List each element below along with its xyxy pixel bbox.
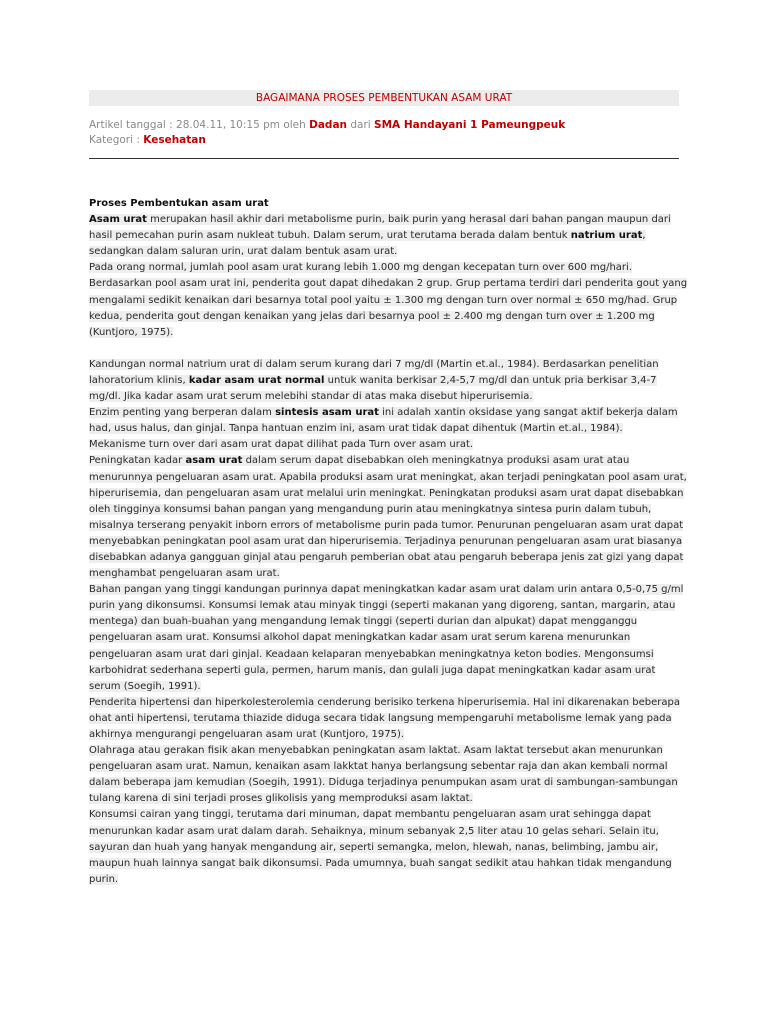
paragraph-gap	[89, 341, 689, 357]
paragraph-8-text: Bahan pangan yang tinggi kandungan purinnya dapat meningkatkan kadar asam urat dalam urin antara 0,5-0,75 g/ml purin yang dikonsumsi. Konsumsi lemak atau minyak tinggi (seperti makanan yang digoreng, santan, margarin, atau mentega) dan buah-buahan yang mengandung lemak tinggi (seperti durian dan alpukat) dapat mengganggu pengeluaran asam urat. Konsumsi alkohol dapat meningkatkan kadar asam urat serum karena menurunkan pengeluaran asam urat dari ginjal. Keadaan kelaparan menyebabkan meningkatnya keton bodies. Mengonsumsi karbohidrat sederhana seperti gula, permen, harum manis, dan gulali juga dapat meningkatkan kadar asam urat serum (Soegih, 1991).	[89, 584, 684, 692]
paragraph-6-text: Mekanisme turn over dari asam urat dapat dilihat pada Turn over asam urat.	[89, 439, 474, 451]
bold-natrium-urat: natrium urat	[570, 230, 643, 242]
paragraph-7-text-b: dalam serum dapat disebabkan oleh meningkatnya produksi asam urat atau menurunnya pengeluaran asam urat. Apabila produksi asam urat meningkat, akan terjadi peningkatan pool asam urat, hiperurisemia, dan pengeluaran asam urat melalui urin meningkat. Peningkatan produksi asam urat dapat disebabkan oleh tingginya konsumsi bahan pangan yang mengandung purin atau meningkatnya sintesa purin dalam tubuh, misalnya terserang penyakit inborn errors of metabolisme purin pada tumor. Penurunan pengeluaran asam urat dapat menyebabkan peningkatan pool asam urat dan hiperurisemia. Terjadinya penurunan pengeluaran asam urat biasanya disebabkan adanya gangguan ginjal atau pengaruh pemberian obat atau pengaruh beberapa jenis zat gizi yang dapat menghambat pengeluaran asam urat.	[89, 455, 687, 580]
paragraph-2-text: Pada orang normal, jumlah pool asam urat kurang lebih 1.000 mg dengan kecepatan turn over 600 mg/hari.	[89, 262, 632, 274]
paragraph-11-text: Konsumsi cairan yang tinggi, terutama dari minuman, dapat membantu pengeluaran asam urat sehingga dapat menurunkan kadar asam urat dalam darah. Sehaiknya, minum sebanyak 2,5 liter atau 10 gelas sehari. Selain itu, sayuran dan huah yang hanyak mengandung air, seperti semangka, melon, hlewah, nanas, belimbing, jambu air, maupun huah lainnya sangat baik dikonsumsi. Pada umumnya, buah sangat sedikit atau hahkan tidak mengandung purin.	[89, 809, 672, 885]
paragraph-1-text-b: , sedangkan dalam saluran urin, urat dalam bentuk asam urat.	[89, 230, 646, 258]
paragraph-5	[89, 405, 689, 437]
paragraph-1	[89, 212, 689, 260]
paragraph-4-text-b: untuk wanita berkisar 2,4-5,7 mg/dl dan untuk pria berkisar 3,4-7 mg/dl. Jika kadar asam urat serum melebihi standar di atas maka disebut hiperurisemia.	[89, 374, 657, 403]
school-link[interactable]: SMA Handayani 1 Pameungpeuk	[374, 119, 566, 131]
author-link[interactable]: Dadan	[309, 119, 348, 131]
meta-line-category	[89, 133, 689, 148]
paragraph-6	[89, 437, 689, 453]
category-link[interactable]: Kesehatan	[143, 134, 206, 146]
paragraph-3	[89, 276, 689, 340]
paragraph-7	[89, 453, 689, 582]
meta-from-word: dari	[347, 119, 375, 131]
paragraph-4-text-a: Kandungan normal natrium urat di dalam serum kurang dari 7 mg/dl (Martin et.al., 1984). Berdasarkan penelitian lahoratorium klinis,	[89, 358, 659, 386]
article-title-bar	[89, 90, 679, 106]
paragraph-7-text-a: Peningkatan kadar	[89, 455, 186, 467]
paragraph-8	[89, 582, 689, 695]
paragraph-11	[89, 807, 689, 887]
paragraph-4	[89, 357, 689, 405]
bold-asam-urat-2: asam urat	[185, 455, 243, 467]
paragraph-3-text: Berdasarkan pool asam urat ini, penderita gout dapat dihedakan 2 grup. Grup pertama terdiri dari penderita gout yang mengalami sedikit kenaikan dari besarnya total pool yaitu ± 1.300 mg dengan turn over normal ± 650 mg/had. Grup kedua, penderita gout dengan kenaikan yang jelas dari besarnya pool ± 2.400 mg dengan turn over ± 1.200 mg (Kuntjoro, 1975).	[89, 278, 688, 338]
article-meta	[89, 118, 689, 148]
meta-line-date	[89, 118, 689, 133]
paragraph-9	[89, 695, 689, 743]
paragraph-5-text-b: ini adalah xantin oksidase yang sangat aktif bekerja dalam had, usus halus, dan ginjal. Tanpa hantuan enzim ini, asam urat tidak dapat dihentuk (Martin et.al., 1984).	[89, 407, 678, 435]
paragraph-1-text-a: merupakan hasil akhir dari metabolisme purin, baik purin yang herasal dari bahan pangan maupun dari hasil pemecahan purin asam nukleat tubuh. Dalam serum, urat terutama berada dalam bentuk	[89, 214, 671, 242]
paragraph-10-text: Olahraga atau gerakan fisik akan menyebabkan peningkatan asam laktat. Asam laktat tersebut akan menurunkan pengeluaran asam urat. Namun, kenaikan asam lakktat hanya berlangsung sebentar raja dan akan kembali normal dalam beberapa jam kemudian (Soegih, 1991). Diduga terjadinya penumpukan asam urat di sambungan-sambungan tulang karena di sini terjadi proses glikolisis yang memproduksi asam laktat.	[89, 745, 678, 805]
bold-asam-urat: Asam urat	[89, 214, 147, 226]
meta-category-label: Kategori :	[89, 134, 144, 146]
paragraph-10	[89, 743, 689, 807]
header-divider	[89, 158, 679, 159]
section-title: Proses Pembentukan asam urat	[89, 198, 269, 209]
meta-date-text: Artikel tanggal : 28.04.11, 10:15 pm oleh	[89, 119, 310, 131]
paragraph-9-text: Penderita hipertensi dan hiperkolesterolemia cenderung berisiko terkena hiperurisemia. Hal ini dikarenakan beberapa ohat anti hipertensi, terutama thiazide diduga secara tidak langsung mempengaruhi metabolisme lemak yang pada akhirnya mengurangi pengeluaran asam urat (Kuntjoro, 1975).	[89, 696, 681, 740]
paragraph-2	[89, 260, 689, 276]
article-body	[89, 196, 689, 888]
bold-kadar-asam-urat-normal: kadar asam urat normal	[188, 374, 325, 386]
paragraph-5-text-a: Enzim penting yang berperan dalam	[89, 407, 276, 419]
bold-sintesis-asam-urat: sintesis asam urat	[275, 407, 379, 419]
article-title: BAGAIMANA PROSES PEMBENTUKAN ASAM URAT	[255, 92, 513, 104]
